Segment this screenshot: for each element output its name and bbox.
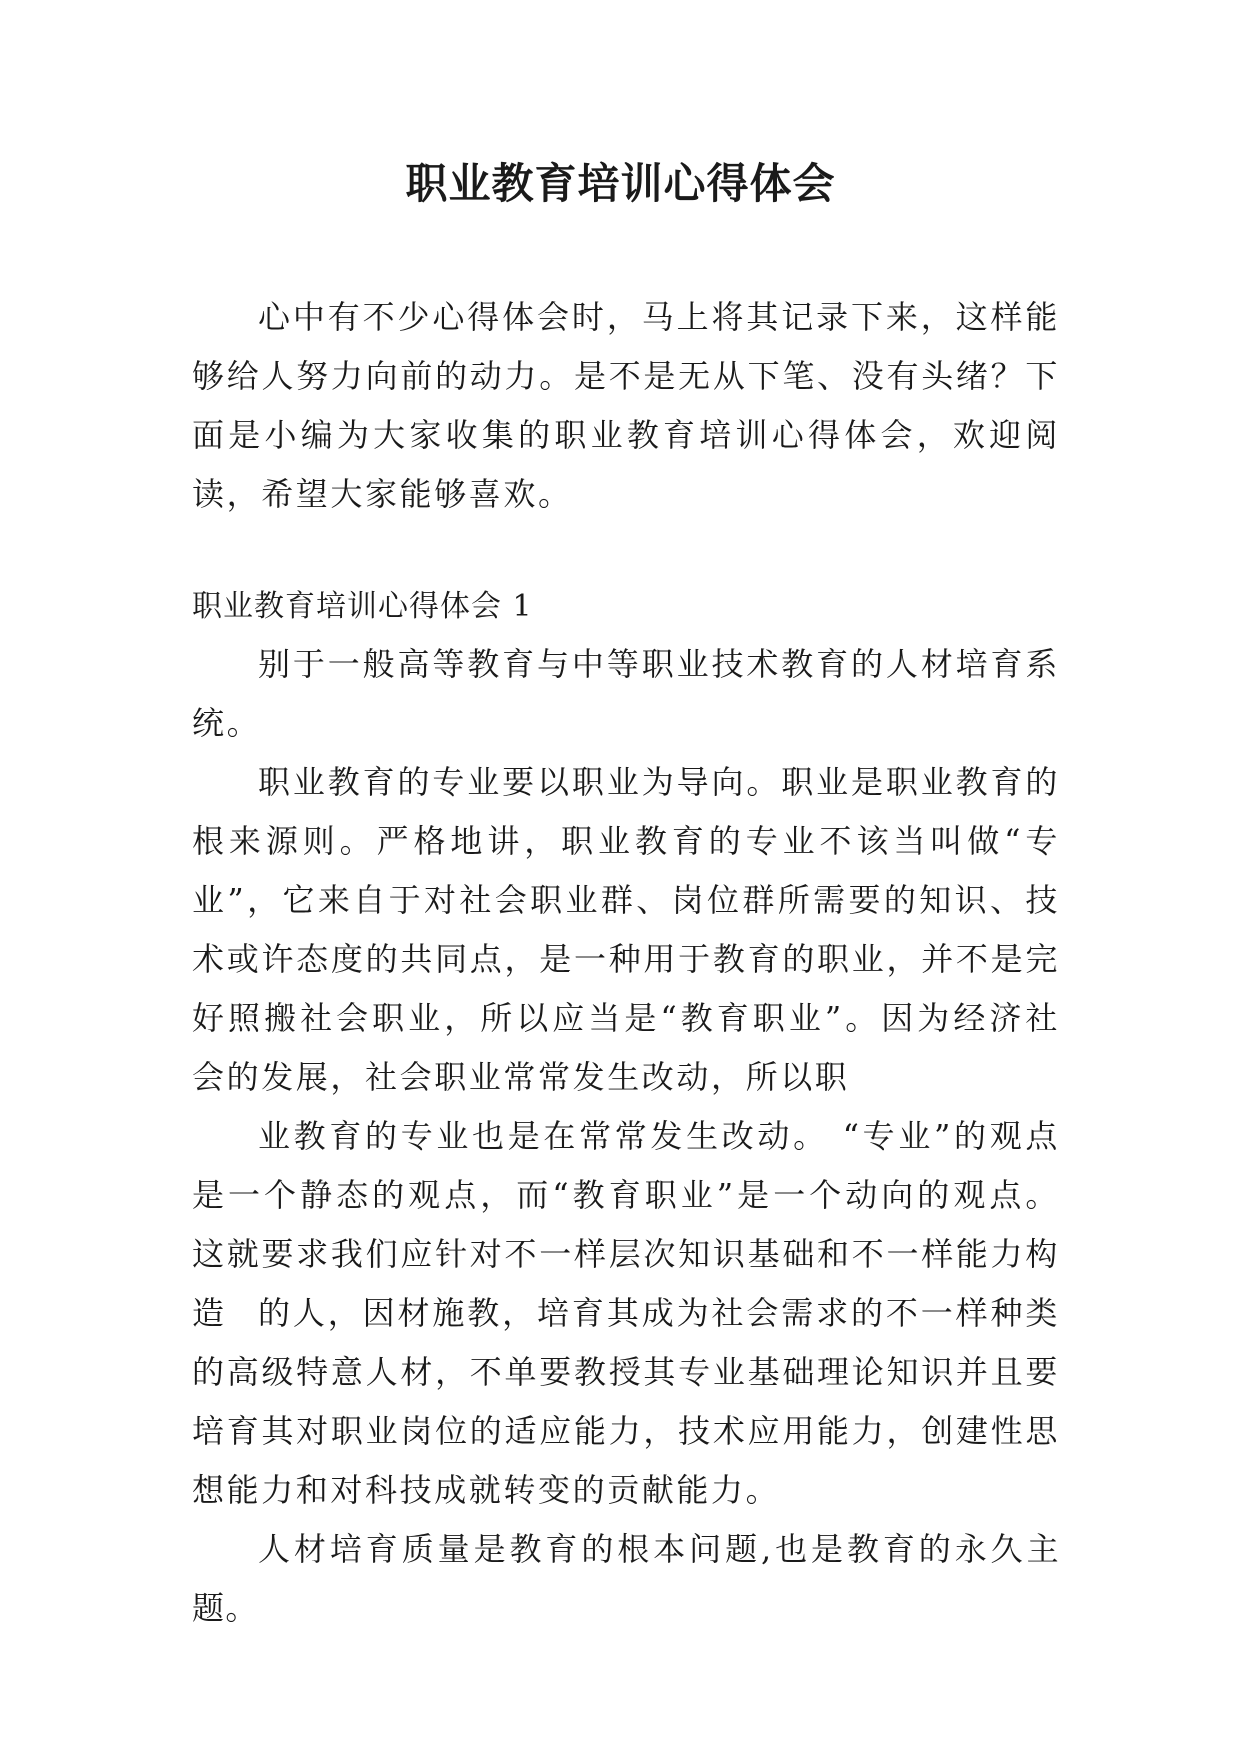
body-paragraph: 别于一般高等教育与中等职业技术教育的人材培育系统。 <box>192 645 1060 742</box>
section-heading: 职业教育培训心得体会 1 <box>192 589 533 624</box>
body-paragraph: 职业教育的专业要以职业为导向。职业是职业教育的根来源则。严格地讲，职业教育的专业不该当叫做“专业”，它来自于对社会职业群、岗位群所需要的知识、技术或许态度的共同点，是一种用于教育的职业，并不是完好照搬社会职业，所以应当是“教育职业”。因为经济社会的发展，社会职业常常发生改动，所以职 <box>192 763 1060 1096</box>
body-paragraph: 业教育的专业也是在常常发生改动。 “专业”的观点是一个静态的观点，而“教育职业”是一个动向的观点。这就要求我们应针对不一样层次知识基础和不一样能力构造 <box>192 1117 1060 1332</box>
body-paragraph: 人材培育质量是教育的根本问题,也是教育的永久主题。 <box>192 1530 1060 1627</box>
document-title: 职业教育培训心得体会 <box>405 159 836 208</box>
body-paragraph: 的人，因材施教，培育其成为社会需求的不一样种类的高级特意人材，不单要教授其专业基础理论知识并且要培育其对职业岗位的适应能力，技术应用能力，创建性思想能力和对科技成就转变的贡献能力。 <box>192 1294 1060 1509</box>
intro-paragraph: 心中有不少心得体会时，马上将其记录下来，这样能够给人努力向前的动力。是不是无从下笔、没有头绪？下面是小编为大家收集的职业教育培训心得体会，欢迎阅读，希望大家能够喜欢。 <box>192 298 1060 513</box>
